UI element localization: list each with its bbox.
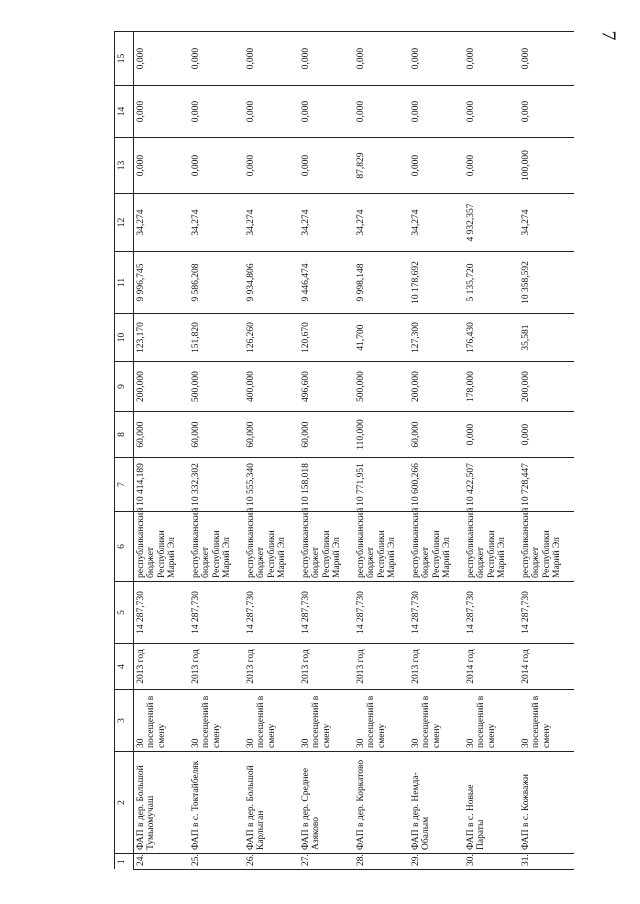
cell-col-15: 0,000 xyxy=(464,32,519,86)
cell-col-8: 0,000 xyxy=(519,412,574,458)
cell-col-14: 0,000 xyxy=(134,86,190,138)
cell-col-8: 60,000 xyxy=(134,412,190,458)
column-header-7: 7 xyxy=(115,458,134,512)
cell-col-13: 0,000 xyxy=(464,138,519,194)
cell-col-14: 0,000 xyxy=(244,86,299,138)
cell-col-3: 30 посещений в смену xyxy=(244,690,299,752)
cell-col-4: 2013 год xyxy=(134,644,190,690)
cell-col-12: 4 932,357 xyxy=(464,194,519,252)
cell-col-8: 110,000 xyxy=(354,412,409,458)
cell-col-1: 29. xyxy=(409,854,464,870)
cell-col-8: 0,000 xyxy=(464,412,519,458)
cell-col-9: 200,000 xyxy=(409,362,464,412)
cell-col-13: 0,000 xyxy=(409,138,464,194)
table-row xyxy=(519,32,574,870)
column-header-2: 2 xyxy=(115,752,134,854)
cell-col-3: 30 посещений в смену xyxy=(299,690,354,752)
table-body xyxy=(134,32,575,870)
cell-col-11: 9 446,474 xyxy=(299,252,354,314)
cell-col-7: 10 422,507 xyxy=(464,458,519,512)
cell-col-6: республиканский бюджет Республики Марий Эл xyxy=(354,512,409,582)
table-row xyxy=(464,32,519,870)
cell-col-2: ФАП в дер. Немда-Обалым xyxy=(409,752,464,854)
cell-col-5: 14 287,730 xyxy=(354,582,409,644)
cell-col-4: 2013 год xyxy=(354,644,409,690)
cell-col-1: 30. xyxy=(464,854,519,870)
cell-col-1: 26. xyxy=(244,854,299,870)
cell-col-9: 500,000 xyxy=(354,362,409,412)
column-header-13: 13 xyxy=(115,138,134,194)
cell-col-15: 0,000 xyxy=(134,32,190,86)
cell-col-2: ФАП в с. Кожважи xyxy=(519,752,574,854)
cell-col-2: ФАП в дер. Коркатово xyxy=(354,752,409,854)
table-row xyxy=(409,32,464,870)
cell-col-15: 0,000 xyxy=(409,32,464,86)
cell-col-14: 0,000 xyxy=(519,86,574,138)
cell-col-10: 123,170 xyxy=(134,314,190,362)
cell-col-10: 126,260 xyxy=(244,314,299,362)
table-row xyxy=(299,32,354,870)
cell-col-13: 0,000 xyxy=(299,138,354,194)
cell-col-9: 400,000 xyxy=(244,362,299,412)
cell-col-3: 30 посещений в смену xyxy=(134,690,190,752)
cell-col-11: 10 178,692 xyxy=(409,252,464,314)
cell-col-13: 0,000 xyxy=(189,138,244,194)
cell-col-1: 25. xyxy=(189,854,244,870)
column-header-11: 11 xyxy=(115,252,134,314)
cell-col-4: 2014 год xyxy=(464,644,519,690)
cell-col-1: 24. xyxy=(134,854,190,870)
column-header-12: 12 xyxy=(115,194,134,252)
cell-col-8: 60,000 xyxy=(189,412,244,458)
cell-col-5: 14 287,730 xyxy=(299,582,354,644)
cell-col-10: 120,670 xyxy=(299,314,354,362)
cell-col-2: ФАП в дер. Среднее Азяково xyxy=(299,752,354,854)
cell-col-5: 14 287,730 xyxy=(244,582,299,644)
cell-col-12: 34,274 xyxy=(409,194,464,252)
cell-col-7: 10 414,189 xyxy=(134,458,190,512)
column-header-9: 9 xyxy=(115,362,134,412)
table-row xyxy=(354,32,409,870)
cell-col-5: 14 287,730 xyxy=(409,582,464,644)
cell-col-2: ФАП в дер. Большой Тумьюмучаш xyxy=(134,752,190,854)
cell-col-1: 28. xyxy=(354,854,409,870)
cell-col-7: 10 771,951 xyxy=(354,458,409,512)
cell-col-15: 0,000 xyxy=(519,32,574,86)
cell-col-13: 0,000 xyxy=(134,138,190,194)
cell-col-14: 0,000 xyxy=(299,86,354,138)
cell-col-6: республиканский бюджет Республики Марий Эл xyxy=(409,512,464,582)
cell-col-13: 100,000 xyxy=(519,138,574,194)
cell-col-15: 0,000 xyxy=(189,32,244,86)
cell-col-9: 200,000 xyxy=(519,362,574,412)
cell-col-11: 9 998,148 xyxy=(354,252,409,314)
cell-col-3: 30 посещений в смену xyxy=(464,690,519,752)
column-header-5: 5 xyxy=(115,582,134,644)
cell-col-15: 0,000 xyxy=(299,32,354,86)
cell-col-7: 10 728,447 xyxy=(519,458,574,512)
cell-col-12: 34,274 xyxy=(354,194,409,252)
cell-col-4: 2013 год xyxy=(189,644,244,690)
cell-col-6: республиканский бюджет Республики Марий Эл xyxy=(299,512,354,582)
cell-col-8: 60,000 xyxy=(244,412,299,458)
cell-col-3: 30 посещений в смену xyxy=(354,690,409,752)
cell-col-11: 9 586,208 xyxy=(189,252,244,314)
cell-col-10: 35,581 xyxy=(519,314,574,362)
cell-col-10: 176,430 xyxy=(464,314,519,362)
table-row xyxy=(134,32,190,870)
cell-col-13: 87,829 xyxy=(354,138,409,194)
cell-col-2: ФАП в с. Новые Параты xyxy=(464,752,519,854)
header-row xyxy=(115,32,134,870)
cell-col-5: 14 287,730 xyxy=(519,582,574,644)
cell-col-2: ФАП в с. Токтайбеляк xyxy=(189,752,244,854)
cell-col-14: 0,000 xyxy=(464,86,519,138)
column-header-14: 14 xyxy=(115,86,134,138)
cell-col-12: 34,274 xyxy=(134,194,190,252)
table-row xyxy=(244,32,299,870)
cell-col-15: 0,000 xyxy=(244,32,299,86)
cell-col-3: 30 посещений в смену xyxy=(189,690,244,752)
cell-col-4: 2013 год xyxy=(244,644,299,690)
cell-col-4: 2013 год xyxy=(409,644,464,690)
cell-col-9: 200,000 xyxy=(134,362,190,412)
cell-col-8: 60,000 xyxy=(299,412,354,458)
cell-col-11: 9 996,745 xyxy=(134,252,190,314)
cell-col-15: 0,000 xyxy=(354,32,409,86)
column-header-3: 3 xyxy=(115,690,134,752)
cell-col-3: 30 посещений в смену xyxy=(409,690,464,752)
cell-col-14: 0,000 xyxy=(409,86,464,138)
cell-col-6: республиканский бюджет Республики Марий Эл xyxy=(244,512,299,582)
cell-col-6: республиканский бюджет Республики Марий Эл xyxy=(134,512,190,582)
cell-col-7: 10 600,266 xyxy=(409,458,464,512)
cell-col-2: ФАП в дер. Большой Карлыган xyxy=(244,752,299,854)
cell-col-1: 27. xyxy=(299,854,354,870)
cell-col-10: 151,820 xyxy=(189,314,244,362)
cell-col-12: 34,274 xyxy=(519,194,574,252)
cell-col-3: 30 посещений в смену xyxy=(519,690,574,752)
column-header-10: 10 xyxy=(115,314,134,362)
cell-col-6: республиканский бюджет Республики Марий Эл xyxy=(464,512,519,582)
cell-col-9: 500,000 xyxy=(189,362,244,412)
rotated-table-sheet xyxy=(114,32,563,870)
cell-col-7: 10 555,340 xyxy=(244,458,299,512)
cell-col-9: 178,000 xyxy=(464,362,519,412)
cell-col-10: 127,300 xyxy=(409,314,464,362)
cell-col-1: 31. xyxy=(519,854,574,870)
cell-col-4: 2014 год xyxy=(519,644,574,690)
cell-col-10: 41,700 xyxy=(354,314,409,362)
cell-col-7: 10 158,018 xyxy=(299,458,354,512)
cell-col-5: 14 287,730 xyxy=(464,582,519,644)
column-header-4: 4 xyxy=(115,644,134,690)
cell-col-7: 10 332,302 xyxy=(189,458,244,512)
page-number: 7 xyxy=(597,30,620,41)
cell-col-6: республиканский бюджет Республики Марий Эл xyxy=(519,512,574,582)
cell-col-6: республиканский бюджет Республики Марий Эл xyxy=(189,512,244,582)
column-header-6: 6 xyxy=(115,512,134,582)
facility-table xyxy=(114,31,574,870)
column-header-15: 15 xyxy=(115,32,134,86)
cell-col-12: 34,274 xyxy=(299,194,354,252)
cell-col-5: 14 287,730 xyxy=(189,582,244,644)
cell-col-12: 34,274 xyxy=(244,194,299,252)
cell-col-4: 2013 год xyxy=(299,644,354,690)
cell-col-11: 9 934,806 xyxy=(244,252,299,314)
cell-col-13: 0,000 xyxy=(244,138,299,194)
column-header-8: 8 xyxy=(115,412,134,458)
table-row xyxy=(189,32,244,870)
cell-col-8: 60,000 xyxy=(409,412,464,458)
cell-col-11: 5 135,720 xyxy=(464,252,519,314)
cell-col-12: 34,274 xyxy=(189,194,244,252)
cell-col-9: 496,600 xyxy=(299,362,354,412)
cell-col-11: 10 358,592 xyxy=(519,252,574,314)
cell-col-14: 0,000 xyxy=(189,86,244,138)
cell-col-5: 14 287,730 xyxy=(134,582,190,644)
cell-col-14: 0,000 xyxy=(354,86,409,138)
column-header-1: 1 xyxy=(115,854,134,870)
